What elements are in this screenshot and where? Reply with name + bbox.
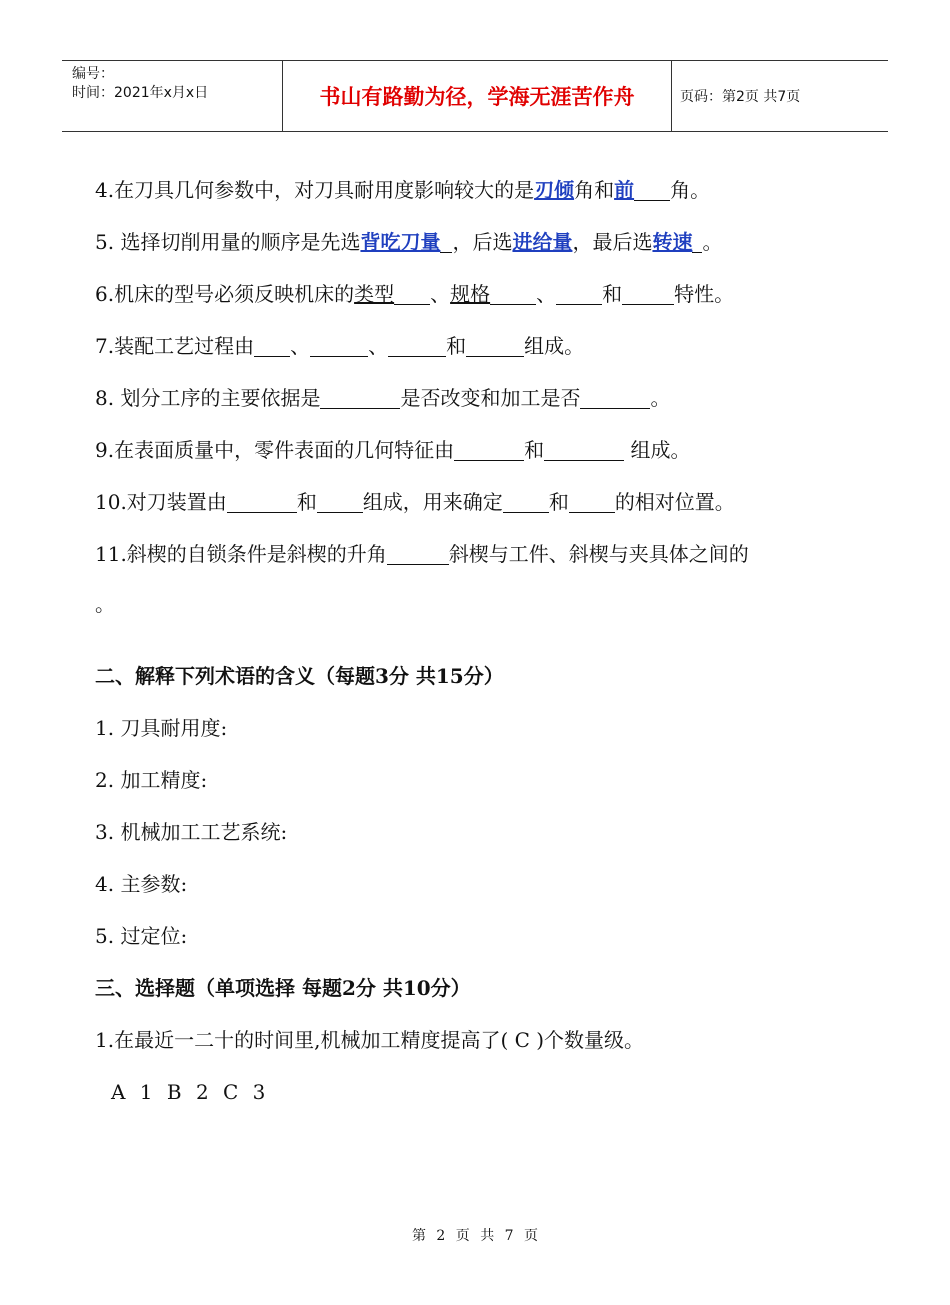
fill-blank [254, 330, 290, 357]
fill-blank [227, 486, 297, 513]
fill-blank [692, 226, 702, 253]
answer-blank: 进给量 [512, 230, 573, 254]
fill-blank [580, 382, 650, 409]
fill-blank [317, 486, 363, 513]
question-5: 5. 选择切削用量的顺序是先选背吃刀量 ，后选进给量，最后选转速 。 [95, 222, 875, 274]
term-item: 1. 刀具耐用度: [95, 716, 228, 740]
choice-options: A 1 B 2 C 3 [111, 1080, 266, 1104]
question-11-continued: 。 [95, 592, 115, 616]
question-8: 8. 划分工序的主要依据是 是否改变和加工是否 。 [95, 378, 875, 430]
answer-blank: 规格 [450, 282, 491, 306]
fill-blank [556, 278, 602, 305]
term-item: 5. 过定位: [95, 924, 188, 948]
choice-question-1: 1.在最近一二十的时间里,机械加工精度提高了( C )个数量级。 [95, 1028, 645, 1052]
question-4: 4.在刀具几何参数中，对刀具耐用度影响较大的是刃倾角和前 角。 [95, 170, 875, 222]
answer-blank: 背吃刀量 [360, 230, 441, 254]
fill-blank [454, 434, 524, 461]
question-10: 10.对刀装置由 和 组成，用来确定 和 的相对位置。 [95, 482, 875, 534]
question-7: 7.装配工艺过程由 、 、 和 组成。 [95, 326, 875, 378]
fill-blank [544, 434, 624, 461]
header-page-info: 页码：第2页 共7页 [680, 89, 801, 105]
term-item: 4. 主参数: [95, 872, 188, 896]
fill-blank [394, 278, 430, 305]
fill-blank [490, 278, 536, 305]
answer-blank: 类型 [354, 282, 395, 306]
term-item: 2. 加工精度: [95, 768, 208, 792]
fill-blank [388, 330, 446, 357]
document-date: 时间：2021年x月x日 [72, 85, 209, 101]
fill-blank [387, 538, 449, 565]
header-motto: 书山有路勤为径，学海无涯苦作舟 [283, 61, 672, 131]
fill-blank [320, 382, 400, 409]
question-9: 9.在表面质量中，零件表面的几何特征由 和 组成。 [95, 430, 875, 482]
document-body [95, 170, 875, 1124]
answer-blank: 转速 [652, 230, 693, 254]
fill-blank [622, 278, 674, 305]
fill-blank [634, 174, 670, 201]
question-6: 6.机床的型号必须反映机床的类型 、规格 、 和 特性。 [95, 274, 875, 326]
fill-blank [466, 330, 524, 357]
fill-blank [310, 330, 368, 357]
section-3-title: 三、选择题（单项选择 每题2分 共10分） [95, 976, 471, 1000]
answer-blank: 刃倾 [534, 178, 575, 202]
fill-blank [440, 226, 452, 253]
page-footer: 第 2 页 共 7 页 [411, 1228, 539, 1244]
section-2-title: 二、解释下列术语的含义（每题3分 共15分） [95, 664, 504, 688]
fill-blank [569, 486, 615, 513]
term-item: 3. 机械加工工艺系统: [95, 820, 288, 844]
question-11: 11.斜楔的自锁条件是斜楔的升角 斜楔与工件、斜楔与夹具体之间的 [95, 534, 875, 574]
document-number-label: 编号： [72, 66, 114, 82]
fill-blank [503, 486, 549, 513]
header-meta [62, 61, 283, 131]
page-header [62, 60, 888, 132]
answer-blank: 前 [614, 178, 635, 202]
